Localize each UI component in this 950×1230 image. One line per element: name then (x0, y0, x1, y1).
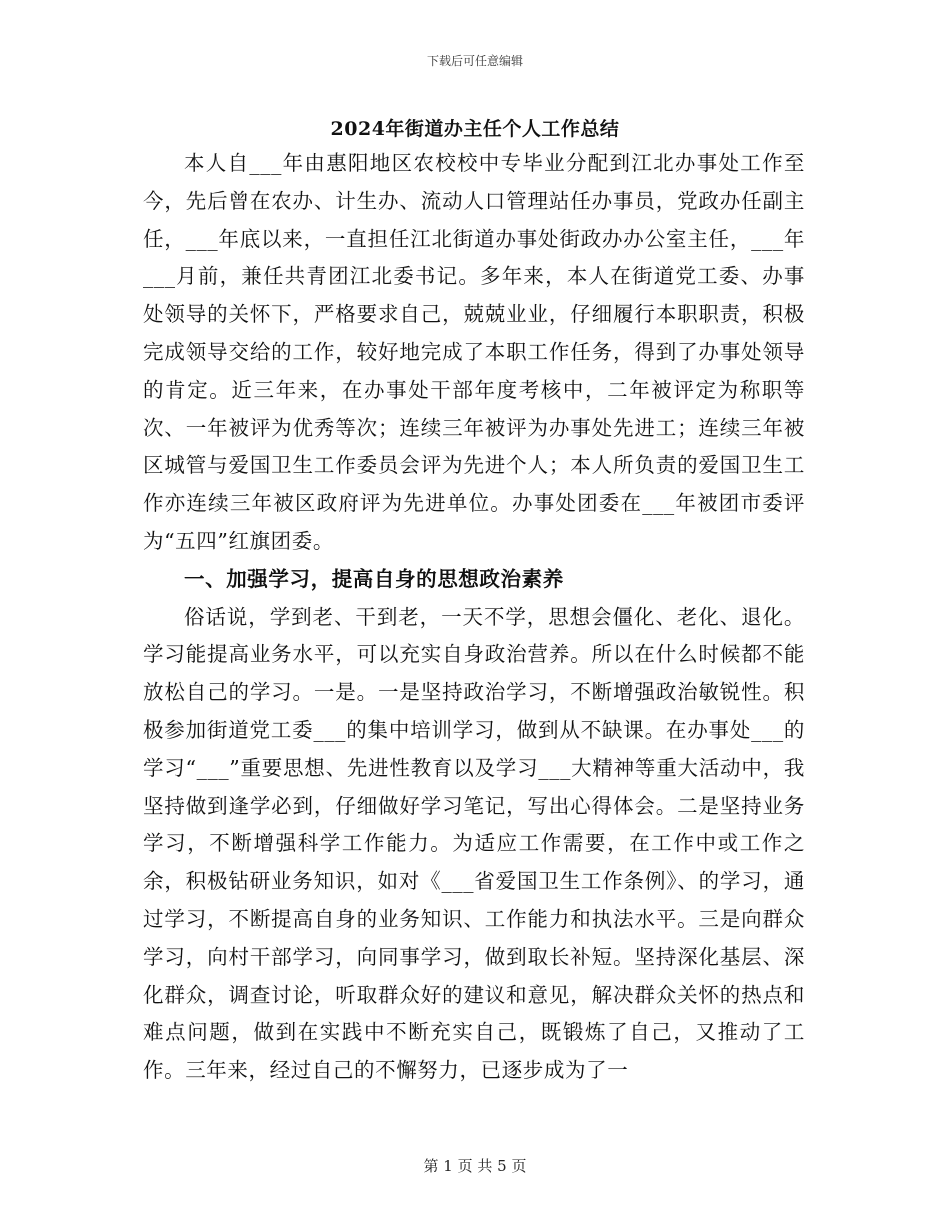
document-title: 2024年街道办主任个人工作总结 (330, 118, 620, 140)
page-number: 第 1 页 共 5 页 (423, 1157, 527, 1175)
header-note: 下载后可任意编辑 (426, 54, 523, 68)
section-heading: 一、加强学习，提高自身的思想政治素养 (184, 566, 564, 591)
section-paragraph: 俗话说，学到老、干到老，一天不学，思想会僵化、老化、退化。学习能提高业务水平，可以充实自身政治营养。所以在什么时候都不能放松自己的学习。一是。一是坚持政治学习，不断增强政治敏锐性。积极参加街道党工委___的集中培训学习，做到从不缺课。在办事处___的学习“___”重要思想、先进性教育以及学习___大精神等重大活动中，我坚持做到逢学必到，仔细做好学习笔记，写出心得体会。二是坚持业务学习，不断增强科学工作能力。为适应工作需要，在工作中或工作之余，积极钻研业务知识，如对《___省爱国卫生工作条例》、的学习，通过学习，不断提高自身的业务知识、工作能力和执法水平。三是向群众学习，向村干部学习，向同事学习，做到取长补短。坚持深化基层、深化群众，调查讨论，听取群众好的建议和意见，解决群众关怀的热点和难点问题，做到在实践中不断充实自己，既锻炼了自己，又推动了工作。三年来，经过自己的不懈努力，已逐步成为了一 (143, 604, 805, 1083)
intro-paragraph: 本人自___年由惠阳地区农校校中专毕业分配到江北办事处工作至今，先后曾在农办、计生办、流动人口管理站任办事员，党政办任副主任，___年底以来，一直担任江北街道办事处街政办办公室主任，___年___月前，兼任共青团江北委书记。多年来，本人在街道党工委、办事处领导的关怀下，严格要求自己，兢兢业业，仔细履行本职职责，积极完成领导交给的工作，较好地完成了本职工作任务，得到了办事处领导的肯定。近三年来，在办事处干部年度考核中，二年被评定为称职等次、一年被评为优秀等次；连续三年被评为办事处先进工；连续三年被区城管与爱国卫生工作委员会评为先进个人；本人所负责的爱国卫生工作亦连续三年被区政府评为先进单位。办事处团委在___年被团市委评为“五四”红旗团委。 (143, 151, 805, 553)
document-body (143, 145, 805, 1090)
